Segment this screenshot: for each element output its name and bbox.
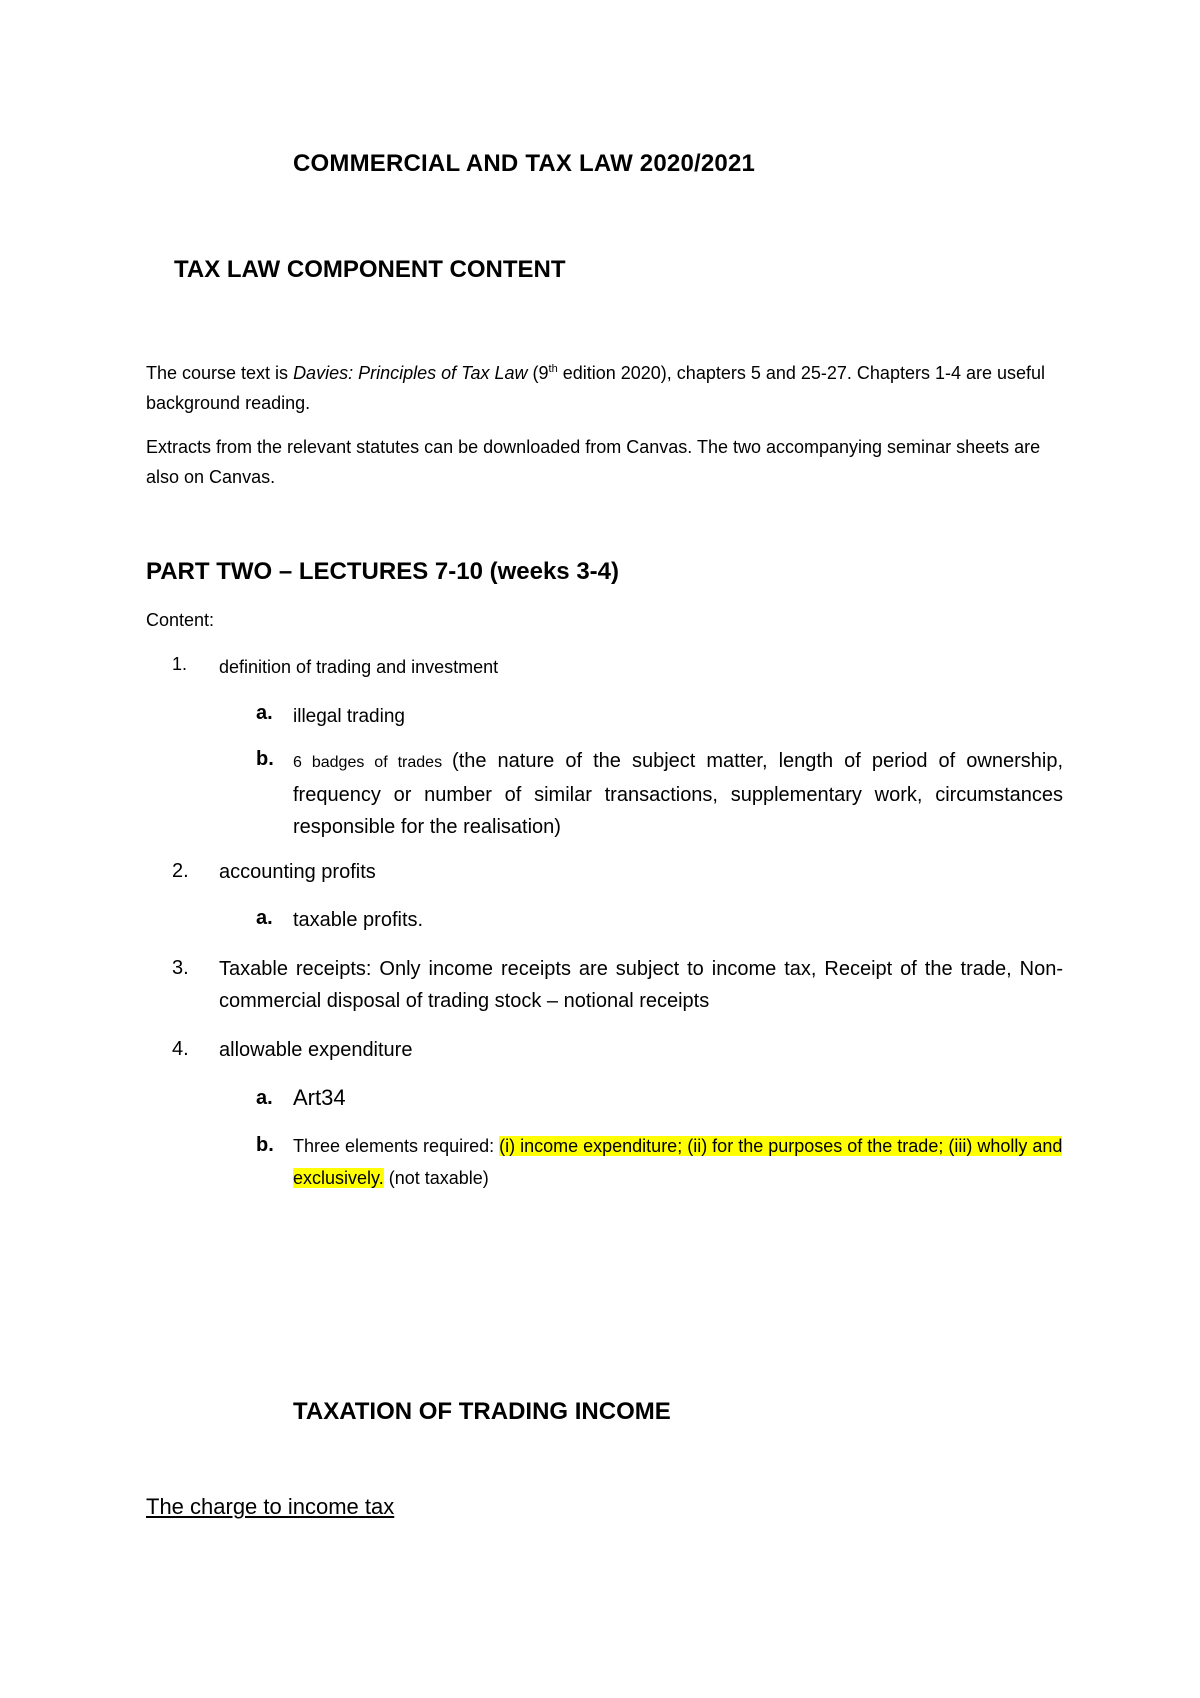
content-label: Content: [146, 610, 215, 630]
list-item-number: 3. [172, 957, 189, 979]
intro-text-a: The course text is [146, 363, 294, 383]
highlighted-text: (i) income expenditure; (ii) for the purposes of the trade; (iii) wholly and exclusively. [293, 1136, 1063, 1188]
badges-lead-text: 6 badges of trades [293, 754, 453, 771]
list-item-text: definition of trading and investment [219, 657, 499, 677]
section-heading: TAXATION OF TRADING INCOME [293, 1398, 671, 1425]
list-item-text: accounting profits [219, 861, 376, 883]
sub-item-text: illegal trading [293, 706, 405, 727]
intro-paragraph-course-text [146, 358, 1062, 418]
edition-superscript: th [548, 363, 558, 375]
intro-text-c: edition 2020), chapters 5 and 25-27. Chapters 1-4 are useful background reading. [146, 363, 1046, 413]
sub-item-text-elements [293, 1130, 1063, 1194]
sub-item-letter: a. [256, 907, 273, 929]
sub-item-letter: a. [256, 702, 273, 724]
list-item-number: 4. [172, 1038, 189, 1060]
document-title: COMMERCIAL AND TAX LAW 2020/2021 [293, 150, 756, 177]
sub-item-letter: a. [256, 1087, 273, 1109]
elements-trailing-text: (not taxable) [383, 1168, 489, 1188]
document-subtitle: TAX LAW COMPONENT CONTENT [174, 256, 566, 283]
intro-paragraph-extracts: Extracts from the relevant statutes can be downloaded from Canvas. The two accompanying seminar sheets are also on Canvas. [146, 437, 1041, 487]
list-item-number: 2. [172, 860, 189, 882]
sub-item-letter: b. [256, 748, 274, 770]
list-item-text: allowable expenditure [219, 1039, 413, 1061]
sub-item-letter: b. [256, 1134, 274, 1156]
course-book-title: Davies: Principles of Tax Law [293, 363, 528, 383]
badges-detail-text: (the nature of the subject matter, length of period of ownership, frequency or number of similar transactions, supplementary work, circumstances responsible for the realisation) [293, 750, 1064, 838]
sub-item-text-badges [293, 745, 1063, 843]
part-heading: PART TWO – LECTURES 7-10 (weeks 3-4) [146, 558, 619, 585]
sub-item-text: taxable profits. [293, 909, 424, 931]
list-item-text: Taxable receipts: Only income receipts are subject to income tax, Receipt of the trade, Non-commercial disposal of trading stock – notional receipts [219, 958, 1063, 1012]
subsection-heading: The charge to income tax [146, 1494, 395, 1519]
sub-item-text: Art34 [293, 1085, 346, 1110]
list-item-number: 1. [172, 654, 188, 674]
elements-lead-text: Three elements required: [293, 1136, 500, 1156]
intro-text-b: (9 [527, 363, 549, 383]
